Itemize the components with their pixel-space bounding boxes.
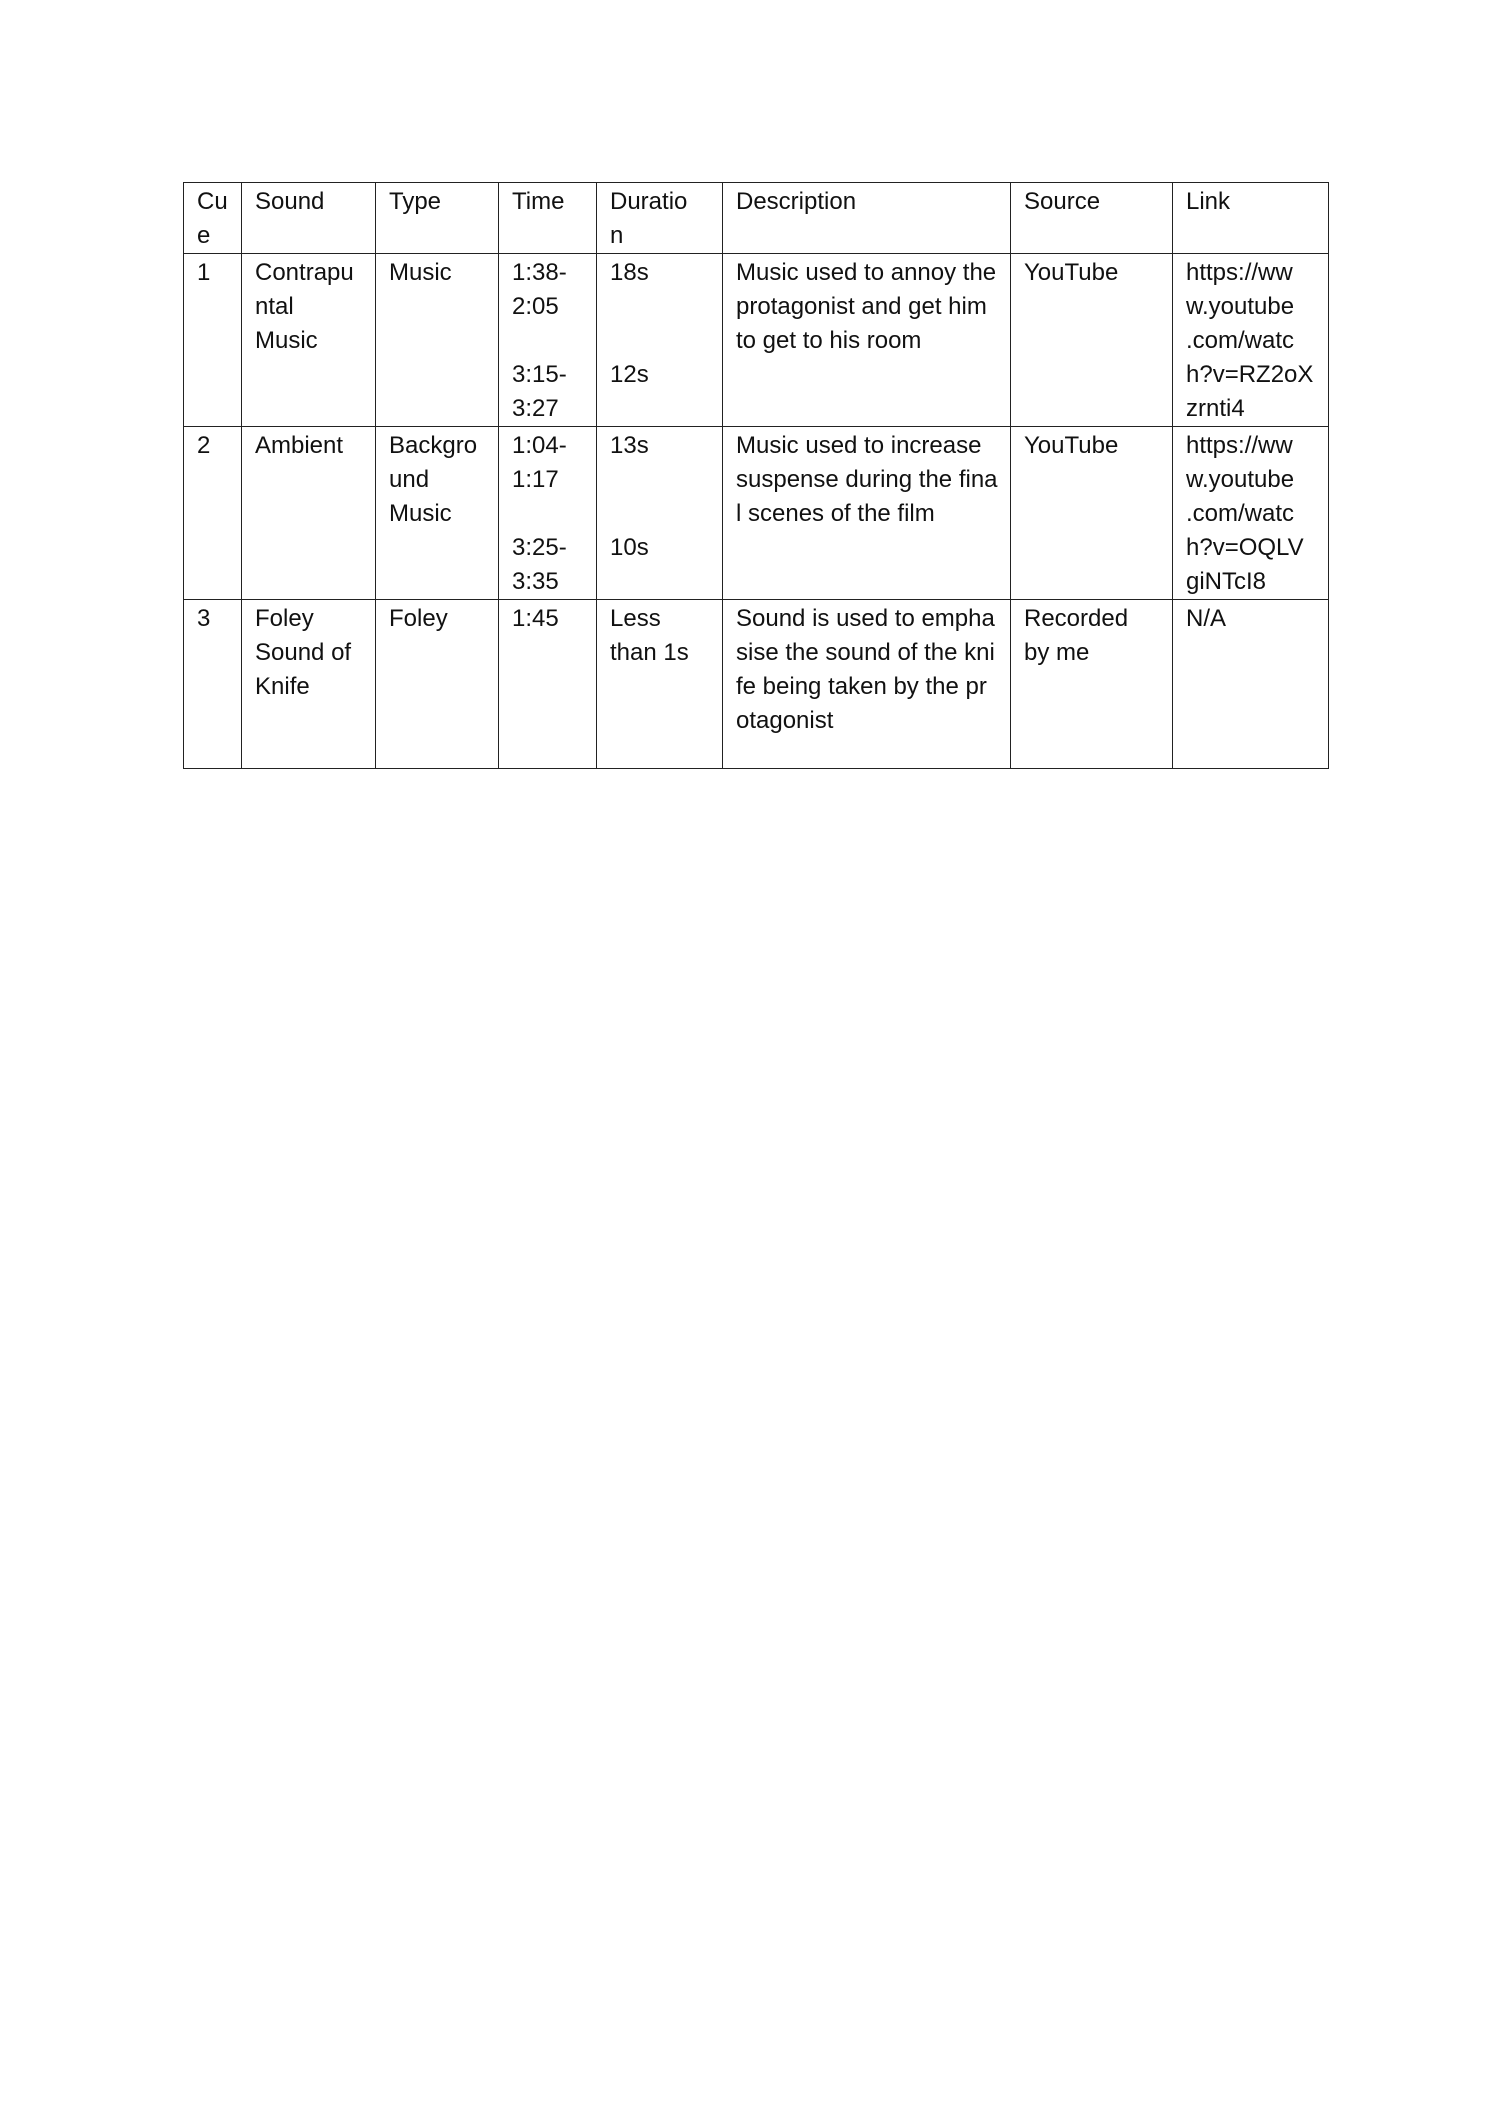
time-cell: 1:04- 1:17 3:25- 3:35 bbox=[499, 427, 597, 600]
header-description: Description bbox=[723, 183, 1011, 254]
duration-cell: Less than 1s bbox=[597, 600, 723, 769]
description-cell: Music used to increase suspense during the final scenes of the film bbox=[723, 427, 1011, 600]
description-cell: Sound is used to emphasise the sound of the knife being taken by the protagonist bbox=[723, 600, 1011, 769]
source-cell: YouTube bbox=[1011, 254, 1173, 427]
time-cell: 1:38- 2:05 3:15- 3:27 bbox=[499, 254, 597, 427]
link-cell: N/A bbox=[1173, 600, 1329, 769]
time-cell: 1:45 bbox=[499, 600, 597, 769]
cue-number-cell: 2 bbox=[184, 427, 242, 600]
header-duration: Duratio n bbox=[597, 183, 723, 254]
link-cell: https://ww w.youtube .com/watc h?v=OQLV giNTcI8 bbox=[1173, 427, 1329, 600]
header-sound: Sound bbox=[242, 183, 376, 254]
description-cell: Music used to annoy the protagonist and get him to get to his room bbox=[723, 254, 1011, 427]
table-row bbox=[184, 600, 1329, 769]
header-source: Source bbox=[1011, 183, 1173, 254]
header-cue: Cu e bbox=[184, 183, 242, 254]
source-cell: YouTube bbox=[1011, 427, 1173, 600]
sound-cue-table bbox=[183, 182, 1329, 769]
header-type: Type bbox=[376, 183, 499, 254]
sound-cell: Ambient bbox=[242, 427, 376, 600]
duration-cell: 18s 12s bbox=[597, 254, 723, 427]
header-link: Link bbox=[1173, 183, 1329, 254]
source-cell: Recorded by me bbox=[1011, 600, 1173, 769]
cue-number-cell: 1 bbox=[184, 254, 242, 427]
table-row bbox=[184, 254, 1329, 427]
table-row bbox=[184, 427, 1329, 600]
link-cell: https://ww w.youtube .com/watc h?v=RZ2oX zrnti4 bbox=[1173, 254, 1329, 427]
cue-number-cell: 3 bbox=[184, 600, 242, 769]
duration-cell: 13s 10s bbox=[597, 427, 723, 600]
sound-cell: Contrapu ntal Music bbox=[242, 254, 376, 427]
type-cell: Backgro und Music bbox=[376, 427, 499, 600]
sound-cell: Foley Sound of Knife bbox=[242, 600, 376, 769]
type-cell: Music bbox=[376, 254, 499, 427]
type-cell: Foley bbox=[376, 600, 499, 769]
table-header-row bbox=[184, 183, 1329, 254]
header-time: Time bbox=[499, 183, 597, 254]
